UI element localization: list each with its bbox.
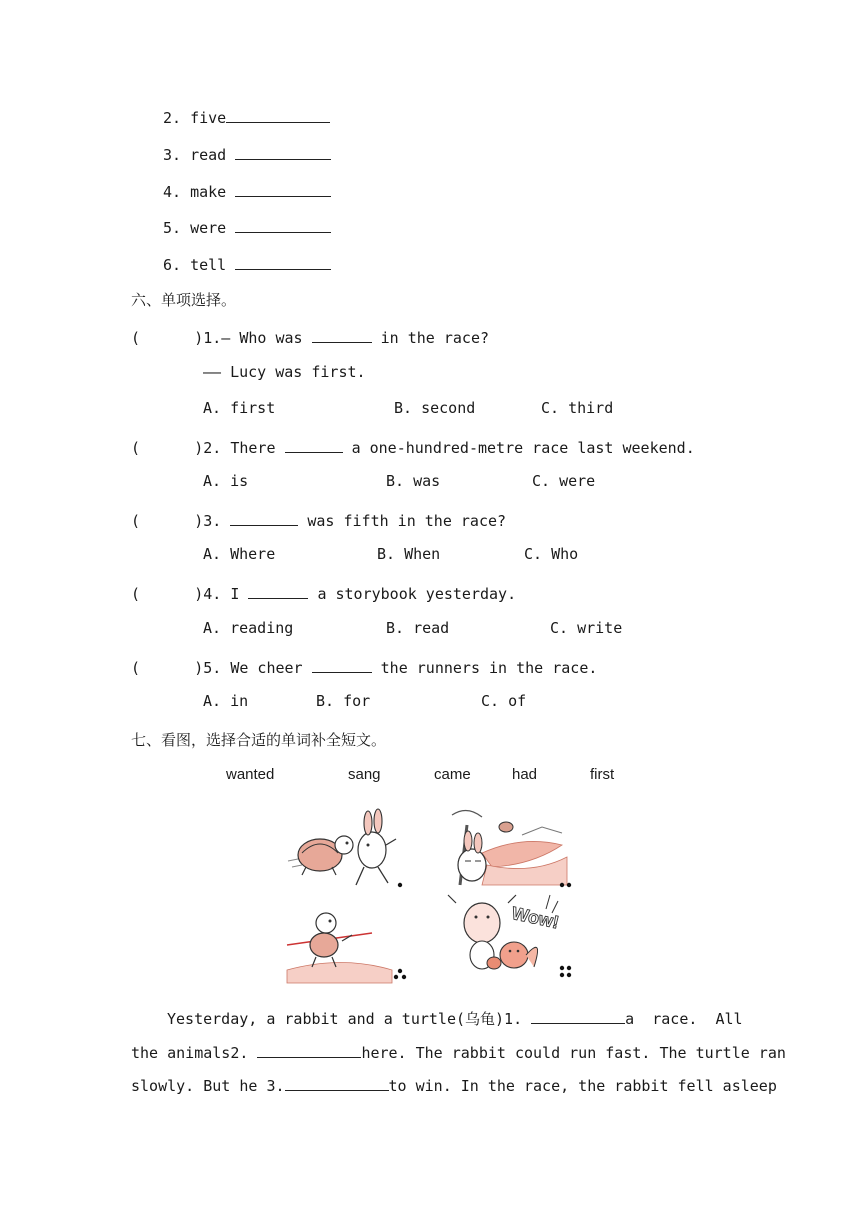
panel-3-dot [394,975,398,979]
question-2: ( )2. There a one-hundred-metre race last weekend. [131,436,695,457]
option-a: A. reading [203,619,294,637]
option-a: A. Where [203,545,276,563]
answer-paren[interactable]: ( ) [131,329,204,347]
word-item-5: 5. were [163,216,331,237]
panel-4-dot [567,973,571,977]
option-b: B. for [316,692,371,710]
option-b: B. read [386,619,450,637]
panel-3-dot [398,969,402,973]
rabbit-asleep-picture [452,810,567,885]
answer-blank[interactable] [235,253,331,270]
option-a: A. first [203,399,276,417]
panel-4-dot [560,966,564,970]
question-1: ( )1.— Who was in the race? [131,326,489,347]
answer-blank[interactable] [248,582,308,599]
option-b: B. When [377,545,441,563]
option-b: B. second [394,399,476,417]
answer-blank[interactable] [226,106,330,123]
answer-paren[interactable]: ( ) [131,512,204,530]
option-c: C. write [550,619,623,637]
panel-2-dot [567,883,571,887]
word-item-3: 3. read [163,143,331,164]
word-item-6: 6. tell [163,253,331,274]
option-c: C. were [532,472,596,490]
answer-blank[interactable] [285,436,343,453]
answer-blank[interactable] [312,326,372,343]
passage-line-3: slowly. But he 3. to win. In the race, the rabbit fell asleep [131,1074,777,1095]
word-bank-item: had [512,766,538,783]
word-bank-item: wanted [226,766,275,783]
option-b: B. was [386,472,441,490]
turtle-rabbit-start-picture [288,809,396,885]
word-bank-item: sang [348,766,381,783]
answer-blank[interactable] [235,180,331,197]
answer-paren[interactable]: ( ) [131,659,204,677]
panel-2-dot [560,883,564,887]
panel-1-dot [398,883,402,887]
answer-blank[interactable] [285,1074,389,1091]
option-a: A. is [203,472,249,490]
option-c: C. Who [524,545,579,563]
answer-paren[interactable]: ( ) [131,439,204,457]
word-bank-item: came [434,766,471,783]
turtle-finish-picture [287,913,392,983]
section-title: 七、看图，选择合适的单词补全短文。 [131,731,387,749]
panel-3-dot [402,975,406,979]
panel-4-dot [560,973,564,977]
question-1-answer: —— Lucy was first. [203,363,366,381]
question-5: ( )5. We cheer the runners in the race. [131,656,597,677]
word-bank-item: first [590,766,615,783]
section-title: 六、单项选择。 [131,291,237,309]
question-4: ( )4. I a storybook yesterday. [131,582,516,603]
question-3: ( )3. was fifth in the race? [131,509,506,530]
story-illustration [282,805,582,990]
word-item-4: 4. make [163,180,331,201]
animals-cheering-picture [448,895,561,969]
passage-line-1: Yesterday, a rabbit and a turtle(乌龟)1. a race. All [167,1007,743,1029]
panel-4-dot [567,966,571,970]
passage-line-2: the animals2. here. The rabbit could run fast. The turtle ran [131,1041,786,1062]
answer-blank[interactable] [531,1007,625,1024]
word-item-2: 2. five [163,106,330,127]
answer-blank[interactable] [312,656,372,673]
option-c: C. of [481,692,527,710]
wow-text: Wow! [509,903,561,933]
answer-blank[interactable] [235,216,331,233]
answer-blank[interactable] [230,509,298,526]
answer-blank[interactable] [235,143,331,160]
answer-paren[interactable]: ( ) [131,585,204,603]
answer-blank[interactable] [257,1041,361,1058]
option-a: A. in [203,692,249,710]
option-c: C. third [541,399,614,417]
